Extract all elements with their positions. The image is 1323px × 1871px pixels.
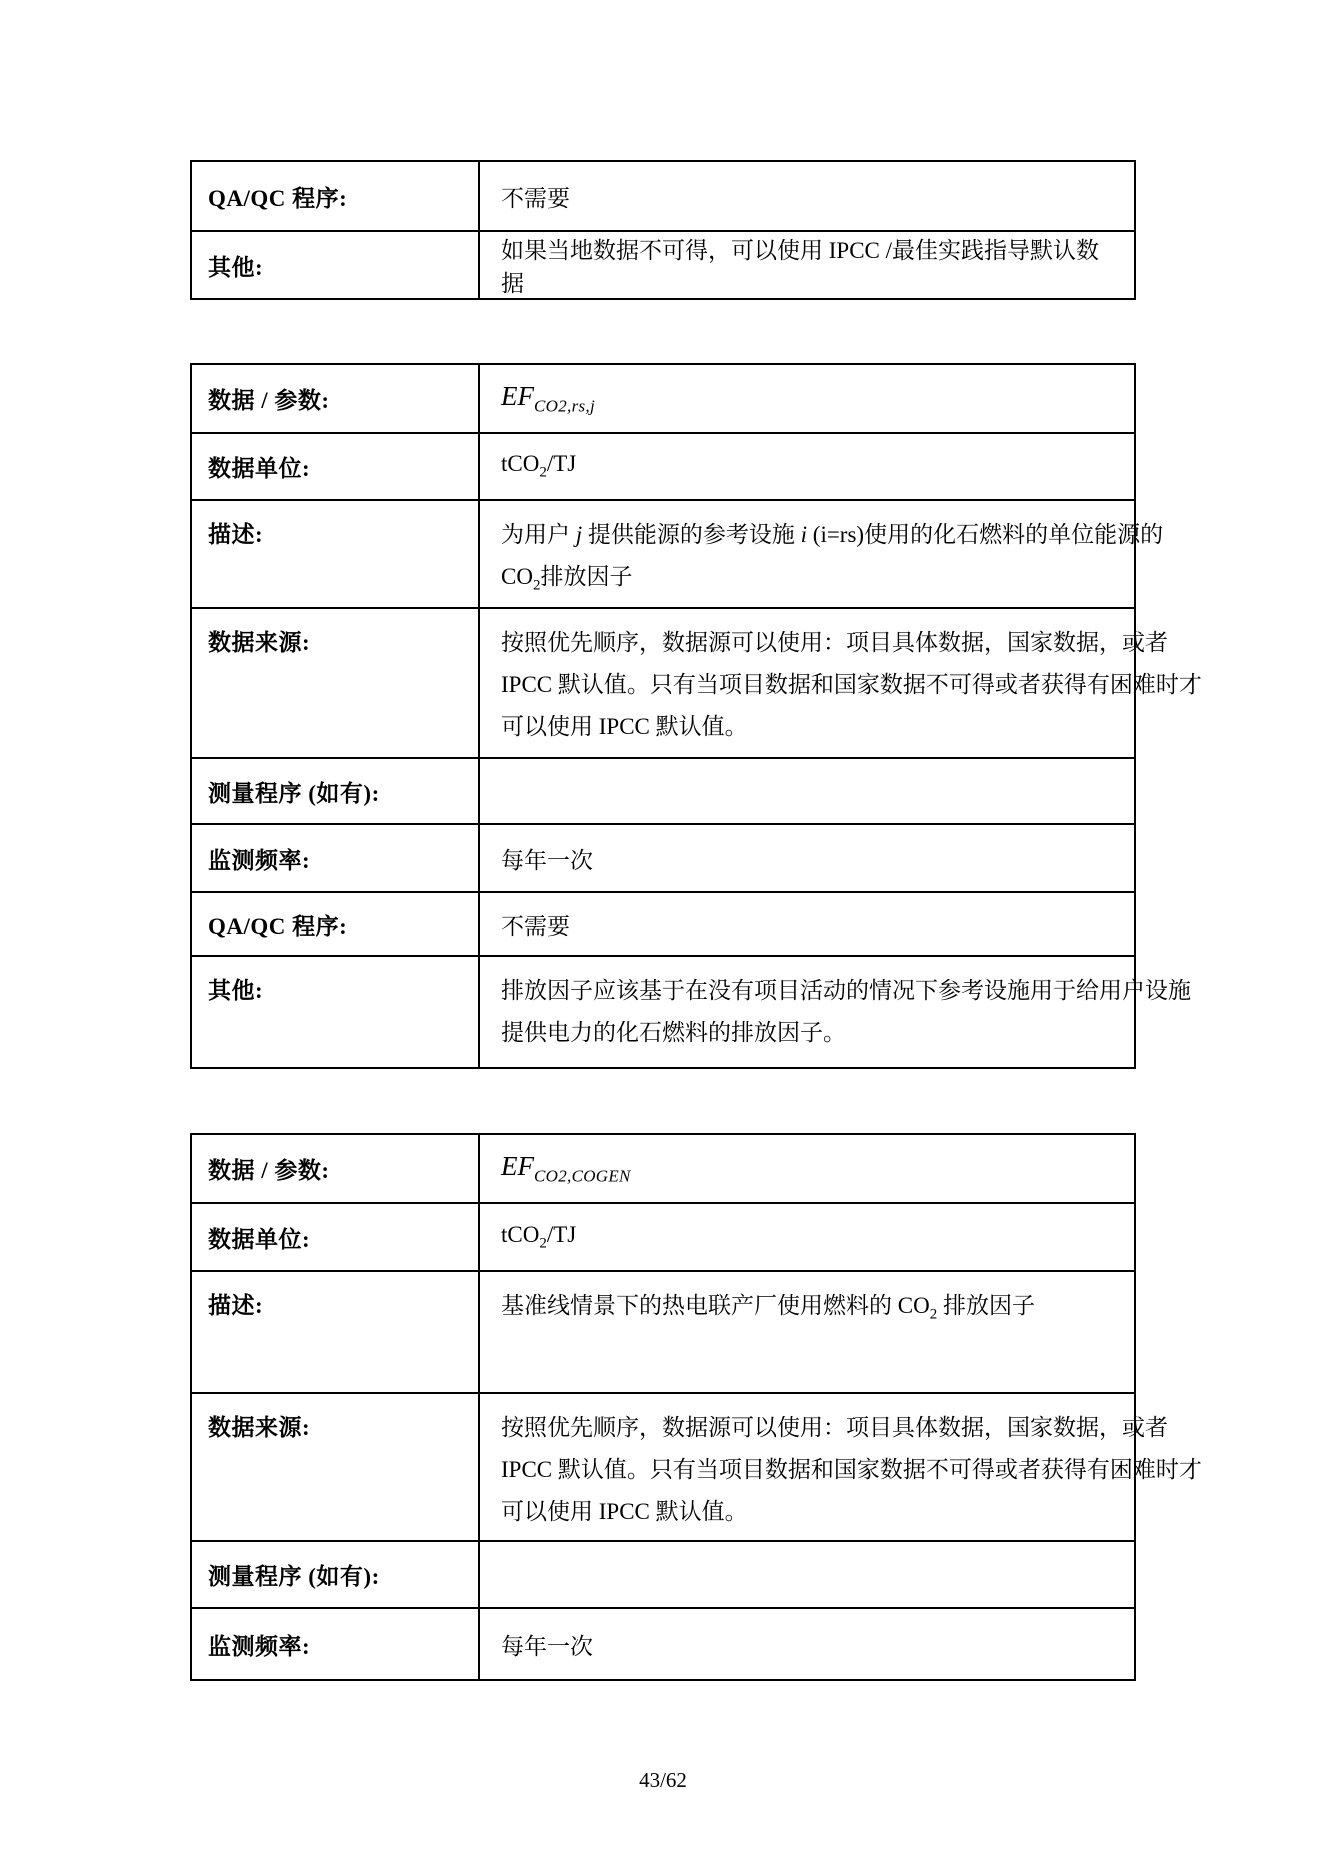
row-value	[480, 759, 1134, 823]
table-row-measurement-procedure	[192, 757, 1134, 823]
page-content	[190, 0, 1202, 1681]
other-line: 提供电力的化石燃料的排放因子。	[501, 1020, 846, 1045]
table-row-monitoring-frequency	[192, 823, 1134, 891]
text-segment: 排放因子	[540, 564, 633, 589]
row-value: 每年一次	[501, 847, 593, 873]
unit-main: tCO	[501, 1221, 540, 1247]
italic-variable: i	[800, 522, 808, 547]
text-segment: 排放因子	[937, 1293, 1035, 1318]
unit-subscript: 2	[539, 464, 547, 481]
other-line: 排放因子应该基于在没有项目活动的情况下参考设施用于给用户设施	[501, 978, 1191, 1003]
row-value: 如果当地数据不可得，可以使用 IPCC /最佳实践指导默认数据	[501, 238, 1100, 296]
unit-text	[501, 451, 576, 482]
table-row-measurement-procedure	[192, 1540, 1134, 1607]
parameter-subscript: CO2,rs,j	[534, 396, 595, 416]
unit-tail: /TJ	[546, 451, 577, 477]
parameter-subscript: CO2,COGEN	[534, 1166, 631, 1186]
subscript: 2	[532, 577, 541, 594]
parameter-symbol	[501, 381, 595, 416]
parameter-symbol	[501, 1151, 631, 1186]
row-label: 数据 / 参数:	[192, 1135, 480, 1202]
row-label: 测量程序 (如有):	[192, 759, 480, 823]
parameter-value	[480, 1135, 1134, 1202]
subscript: 2	[929, 1306, 938, 1323]
unit-subscript: 2	[539, 1235, 547, 1252]
table-row-description	[192, 1270, 1134, 1392]
row-label: QA/QC 程序:	[192, 162, 480, 230]
table-row-parameter	[192, 365, 1134, 432]
table-row-qaqc	[192, 162, 1134, 230]
table-row-monitoring-frequency	[192, 1607, 1134, 1679]
row-label: QA/QC 程序:	[192, 893, 480, 955]
data-source-value	[480, 1394, 1214, 1540]
table-row-data-source	[192, 1392, 1202, 1540]
table-row-qaqc	[192, 891, 1134, 955]
row-label: 其他:	[192, 232, 480, 298]
row-label: 描述:	[192, 1272, 480, 1392]
row-label: 测量程序 (如有):	[192, 1542, 480, 1607]
unit-tail: /TJ	[546, 1221, 577, 1247]
source-line: IPCC 默认值。只有当项目数据和国家数据不可得或者获得有困难时才	[501, 1457, 1202, 1482]
source-line: 按照优先顺序，数据源可以使用：项目具体数据，国家数据，或者	[501, 630, 1168, 655]
row-label: 数据来源:	[192, 1394, 480, 1540]
parameter-table-ef-cogen	[190, 1133, 1202, 1681]
row-label: 描述:	[192, 501, 480, 607]
source-line: 可以使用 IPCC 默认值。	[501, 1499, 748, 1524]
text-segment: 基准线情景下的热电联产厂使用燃料的 CO	[501, 1293, 930, 1318]
row-value	[480, 1542, 1134, 1607]
row-label: 监测频率:	[192, 1609, 480, 1679]
table-row-other	[192, 230, 1134, 298]
qaqc-continuation-table	[190, 160, 1136, 300]
parameter-base: EF	[501, 380, 534, 411]
unit-main: tCO	[501, 451, 540, 477]
table-row-unit	[192, 1202, 1134, 1270]
row-label: 数据单位:	[192, 1204, 480, 1270]
row-label: 数据单位:	[192, 434, 480, 499]
row-label: 数据 / 参数:	[192, 365, 480, 432]
source-line: 按照优先顺序，数据源可以使用：项目具体数据，国家数据，或者	[501, 1415, 1168, 1440]
table-row-description	[192, 499, 1164, 607]
parameter-base: EF	[501, 1150, 534, 1181]
description-line	[501, 556, 1163, 607]
text-segment: 提供能源的参考设施	[582, 522, 801, 547]
source-line: IPCC 默认值。只有当项目数据和国家数据不可得或者获得有困难时才	[501, 672, 1202, 697]
description-line	[501, 1285, 1122, 1336]
description-value	[480, 1272, 1134, 1392]
parameter-table-ef-rs	[190, 363, 1202, 1069]
table-row-other	[192, 955, 1191, 1067]
data-source-value	[480, 609, 1214, 757]
text-segment: 为用户	[501, 522, 576, 547]
table-row-unit	[192, 432, 1134, 499]
table-row-parameter	[192, 1135, 1134, 1202]
row-value: 不需要	[501, 913, 570, 939]
row-label: 监测频率:	[192, 825, 480, 891]
row-label: 数据来源:	[192, 609, 480, 757]
table-row-data-source	[192, 607, 1202, 757]
text-segment: (i=rs)使用的化石燃料的单位能源的	[807, 522, 1164, 547]
parameter-value	[480, 365, 1134, 432]
row-value: 每年一次	[501, 1633, 593, 1659]
source-line: 可以使用 IPCC 默认值。	[501, 714, 748, 739]
unit-text	[501, 1222, 576, 1253]
unit-value	[480, 434, 1134, 499]
description-value	[480, 501, 1175, 607]
other-value	[480, 957, 1203, 1067]
page-number: 43/62	[639, 1768, 687, 1792]
italic-variable: j	[575, 522, 583, 547]
row-value: 不需要	[501, 185, 570, 211]
text-segment: CO	[501, 564, 533, 589]
unit-value	[480, 1204, 1134, 1270]
row-label: 其他:	[192, 957, 480, 1067]
description-line	[501, 514, 1163, 556]
